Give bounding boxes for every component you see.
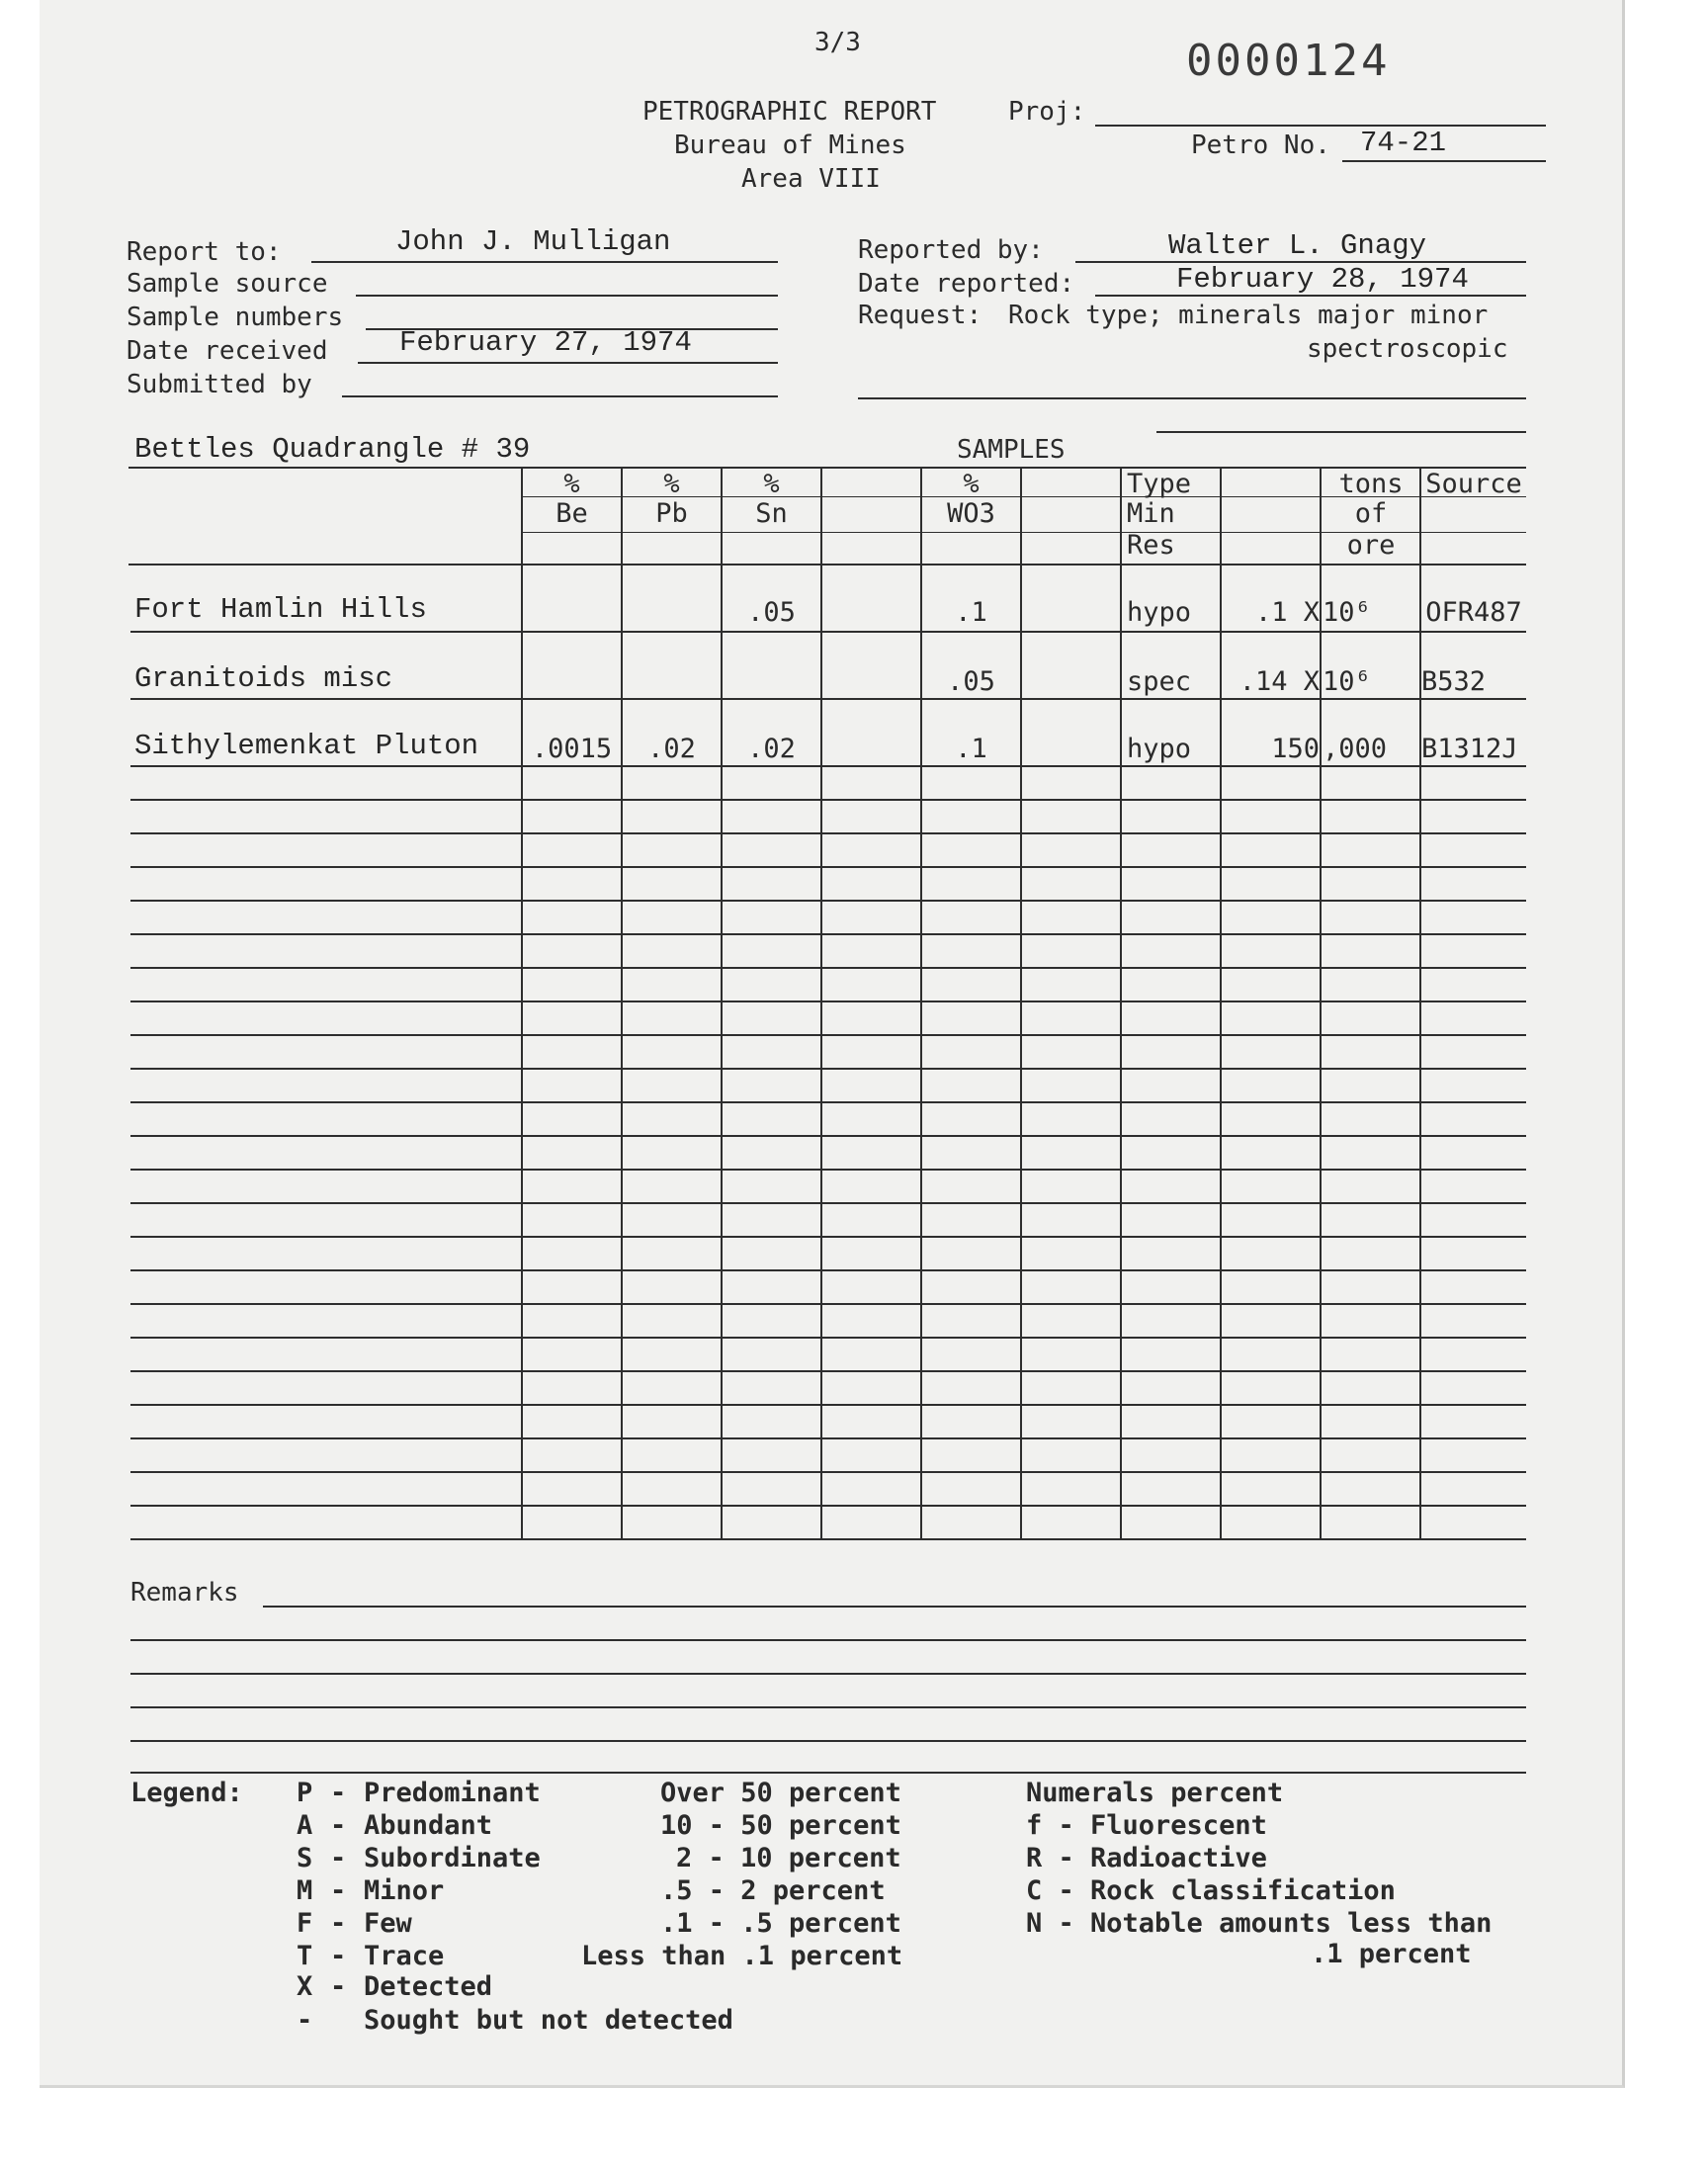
legend-range-f: .1 - .5 percent (660, 1908, 901, 1939)
legend-code-x: X (297, 1971, 313, 2002)
legend-code-t: T (297, 1941, 313, 1971)
legend-meaning-s: Subordinate (364, 1843, 541, 1873)
legend-note-radioactive: R - Radioactive (1026, 1843, 1267, 1873)
document-stamp-number: 0000124 (1186, 36, 1391, 86)
legend-note-numerals: Numerals percent (1026, 1778, 1284, 1808)
row-2-source: B532 (1421, 666, 1487, 697)
petro-number-label: Petro No. (1191, 130, 1330, 160)
row-3-tons: ,000 (1323, 734, 1388, 764)
legend-range-a: 10 - 50 percent (660, 1810, 901, 1841)
request-label: Request: (858, 301, 982, 330)
row-2-factor: .14 X (1238, 666, 1320, 697)
proj-label: Proj: (1008, 97, 1086, 127)
date-reported-label: Date reported: (858, 269, 1075, 299)
col-source-header: Source (1425, 469, 1522, 499)
legend-code-dash: - (297, 2005, 313, 2036)
sample-source-label: Sample source (127, 269, 328, 299)
row-3-name: Sithylemenkat Pluton (134, 730, 479, 762)
row-1-source: OFR487 (1425, 597, 1522, 628)
col-sn-header: Sn (755, 498, 788, 529)
row-1-tons: 10⁶ (1323, 597, 1371, 628)
legend-code-p: P (297, 1778, 313, 1808)
col-type-res: Res (1127, 530, 1175, 561)
bureau-name: Bureau of Mines (674, 130, 906, 160)
col-tons-of: of (1354, 498, 1388, 529)
report-title: PETROGRAPHIC REPORT (642, 97, 937, 127)
row-3-pb: .02 (647, 734, 696, 764)
area-name: Area VIII (741, 164, 881, 194)
date-received-value: February 27, 1974 (399, 326, 692, 359)
col-be-percent: % (563, 469, 580, 499)
reported-by-value: Walter L. Gnagy (1168, 229, 1427, 262)
row-2-type: spec (1127, 666, 1192, 697)
row-1-name: Fort Hamlin Hills (134, 593, 427, 626)
legend-code-f: F (297, 1908, 313, 1939)
row-1-factor: .1 X (1254, 597, 1320, 628)
legend-code-s: S (297, 1843, 313, 1873)
legend-range-p: Over 50 percent (660, 1778, 901, 1808)
request-value-continued: spectroscopic (1307, 334, 1508, 364)
legend-meaning-f: Few (364, 1908, 412, 1939)
report-to-label: Report to: (127, 237, 282, 267)
row-3-source: B1312J (1421, 734, 1518, 764)
reported-by-label: Reported by: (858, 235, 1044, 265)
legend-meaning-a: Abundant (364, 1810, 493, 1841)
col-type-header: Type (1127, 469, 1192, 499)
row-2-name: Granitoids misc (134, 662, 393, 695)
sample-numbers-label: Sample numbers (127, 303, 344, 332)
col-wo3-header: WO3 (947, 498, 995, 529)
page-number: 3/3 (814, 28, 861, 57)
row-3-type: hypo (1127, 734, 1192, 764)
legend-range-s: 2 - 10 percent (676, 1843, 901, 1873)
legend-note-notable: N - Notable amounts less than (1026, 1908, 1493, 1939)
row-3-sn: .02 (747, 734, 796, 764)
legend-meaning-t: Trace (364, 1941, 445, 1971)
legend-code-a: A (297, 1810, 313, 1841)
col-wo3-percent: % (963, 469, 980, 499)
legend-meaning-x: Detected (364, 1971, 493, 2002)
row-1-wo3: .1 (955, 597, 987, 628)
col-tons-header: tons (1338, 469, 1404, 499)
row-1-sn: .05 (747, 597, 796, 628)
legend-meaning-dash: Sought but not detected (364, 2005, 733, 2036)
table-top-line (128, 467, 1526, 469)
petro-number-value: 74-21 (1360, 127, 1447, 159)
row-2-wo3: .05 (947, 666, 995, 697)
row-3-be: .0015 (531, 734, 613, 764)
col-be-header: Be (555, 498, 588, 529)
petro-number-line (1342, 160, 1546, 162)
legend-meaning-p: Predominant (364, 1778, 541, 1808)
report-page: 3/3 0000124 PETROGRAPHIC REPORT Bureau of Mines Area VIII Proj: Petro No. 74-21 Report to: John J. Mulligan Sample source Sample numbers Date received February 27, 1974 Submitted by Reported by: Walter L. Gnagy Date reported: February 28, 1974 Request: Rock type; minerals major minor spectroscopic Bettles Quadrangle # 39 SAMPLES % Be % Pb % Sn % WO3 Type Min Res tons of ore Source Fort Hamlin Hills .05 .1 hypo .1 X 10⁶ OFR487 Granitoids misc .05 spec .14 X 10⁶ B532 Sithylemenkat Pluton .0015 .02 .02 .1 hypo 150 ,000 B1312J Remarks Legend: P - Predominant Over 50 percent A - Abundant 10 - 50 percent S - Subordinate 2 - 10 percent M - Minor .5 - 2 percent F - Few .1 - .5 percent T - Trace Less than .1 percent X - Detected - Sought but not detected Numerals percent f - Fluorescent R - Radioactive C - Rock classification N - Notable amounts less than .1 percent (40, 0, 1625, 2088)
legend-range-m: .5 - 2 percent (660, 1875, 886, 1906)
location-title: Bettles Quadrangle # 39 (134, 433, 531, 466)
legend-range-t: Less than .1 percent (581, 1941, 903, 1971)
legend-meaning-m: Minor (364, 1875, 445, 1906)
legend-note-notable-threshold: .1 percent (1311, 1939, 1472, 1969)
legend-label: Legend: (130, 1778, 243, 1808)
date-received-label: Date received (127, 336, 328, 366)
col-type-min: Min (1127, 498, 1175, 529)
col-pb-percent: % (663, 469, 680, 499)
col-tons-ore: ore (1346, 530, 1396, 561)
date-reported-value: February 28, 1974 (1176, 263, 1469, 296)
submitted-by-label: Submitted by (127, 370, 312, 399)
legend-note-fluorescent: f - Fluorescent (1026, 1810, 1267, 1841)
proj-line (1095, 125, 1546, 127)
row-1-type: hypo (1127, 597, 1192, 628)
report-to-value: John J. Mulligan (395, 225, 671, 258)
request-value: Rock type; minerals major minor (1008, 301, 1489, 330)
row-3-factor: 150 (1271, 734, 1320, 764)
col-pb-header: Pb (655, 498, 688, 529)
remarks-label: Remarks (130, 1578, 239, 1608)
legend-note-rock-classification: C - Rock classification (1026, 1875, 1396, 1906)
row-2-tons: 10⁶ (1323, 666, 1371, 697)
samples-heading: SAMPLES (957, 435, 1066, 465)
row-3-wo3: .1 (955, 734, 987, 764)
col-sn-percent: % (763, 469, 780, 499)
legend-code-m: M (297, 1875, 313, 1906)
